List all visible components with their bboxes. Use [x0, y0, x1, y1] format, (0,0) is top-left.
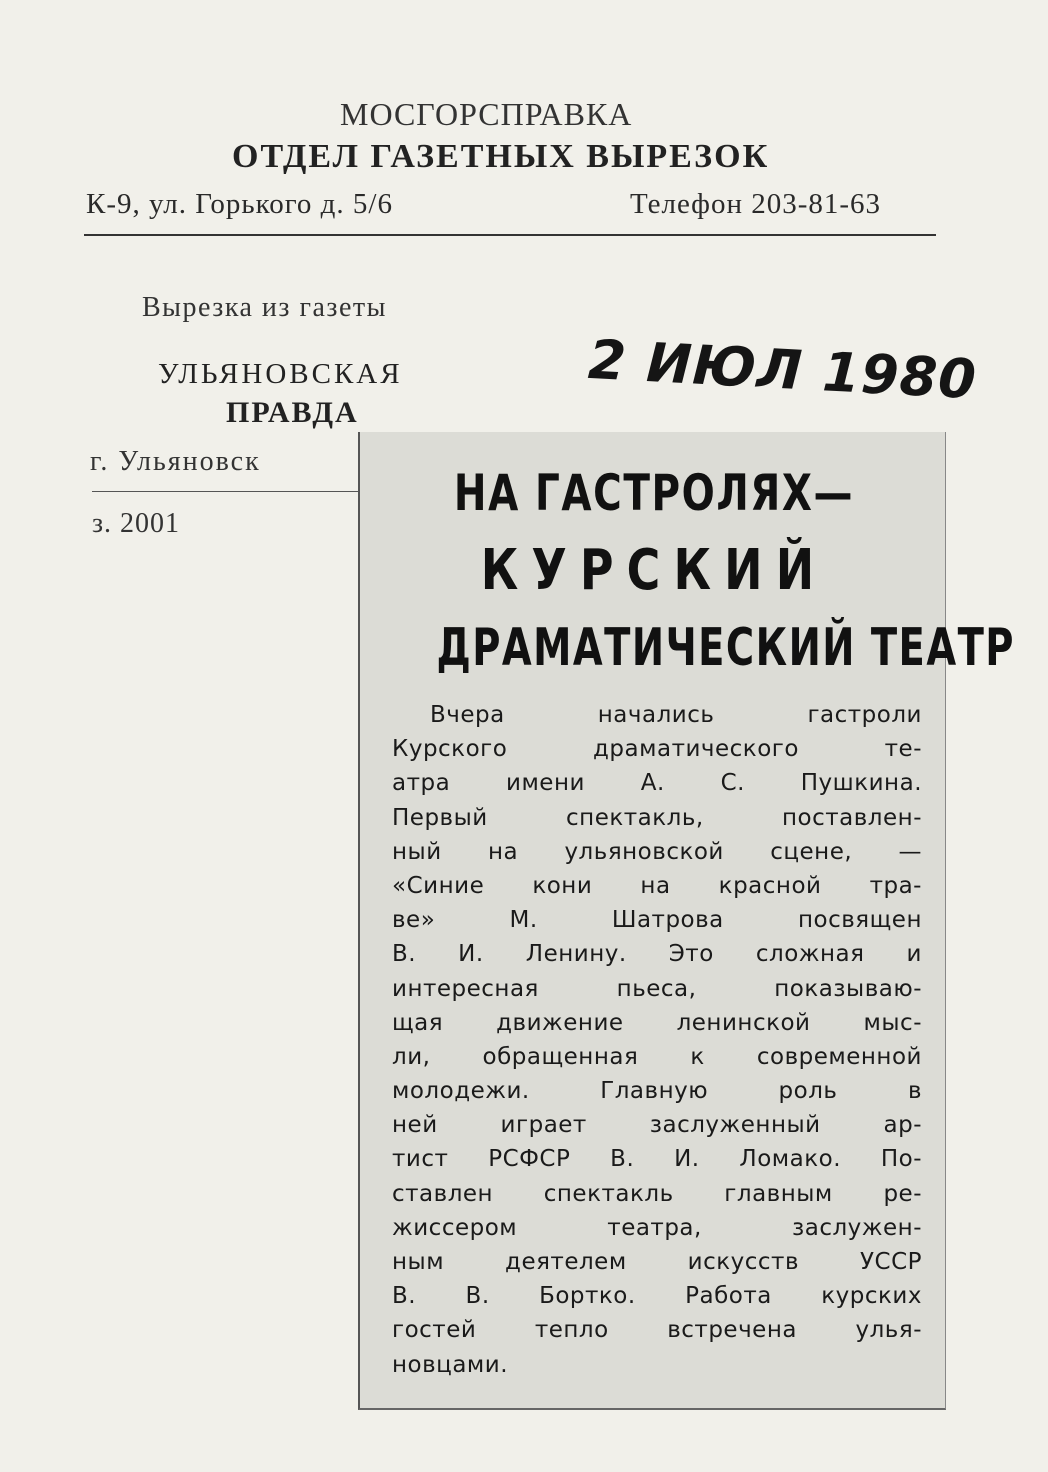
article-line: щая движение ленинской мыс-	[392, 1009, 922, 1036]
source-label: Вырезка из газеты	[142, 292, 387, 323]
article-line: ный на ульяновской сцене, —	[392, 838, 922, 865]
date-stamp: 2 ИЮЛ 1980	[586, 328, 979, 412]
article-line: ным деятелем искусств УССР	[392, 1249, 922, 1275]
newspaper-name-line1: УЛЬЯНОВСКАЯ	[158, 358, 403, 390]
article-line: ли, обращенная к современной	[392, 1043, 922, 1070]
article-line: тист РСФСР В. И. Ломако. По-	[392, 1146, 922, 1173]
headline-line-2: КУРСКИЙ	[480, 538, 828, 603]
article-line: Первый спектакль, поставлен-	[392, 804, 922, 831]
newspaper-city: г. Ульяновск	[90, 446, 261, 477]
article-line: атра имени А. С. Пушкина.	[392, 770, 922, 797]
article-line: В. И. Ленину. Это сложная и	[392, 941, 922, 968]
article-line: новцами.	[392, 1351, 509, 1378]
article-line: ней играет заслуженный ар-	[392, 1112, 922, 1139]
article-line: жиссером театра, заслужен-	[392, 1214, 922, 1241]
header-divider	[84, 234, 936, 236]
article-line: «Синие кони на красной тра-	[392, 872, 922, 899]
department-name: ОТДЕЛ ГАЗЕТНЫХ ВЫРЕЗОК	[232, 138, 770, 175]
order-number: з. 2001	[92, 508, 181, 539]
article-line: Курского драматического те-	[392, 736, 922, 763]
article-line: молодежи. Главную роль в	[392, 1078, 922, 1105]
article-line: интересная пьеса, показываю-	[392, 975, 922, 1002]
article-line: В. В. Бортко. Работа курских	[392, 1283, 922, 1310]
newspaper-name-line2: ПРАВДА	[226, 396, 359, 429]
headline-line-3: ДРАМАТИЧЕСКИЙ ТЕАТР	[436, 618, 1015, 678]
article-line: гостей тепло встречена улья-	[392, 1317, 922, 1344]
agency-address: К-9, ул. Горького д. 5/6	[86, 188, 393, 220]
headline-line-1: НА ГАСТРОЛЯХ—	[453, 464, 855, 522]
agency-phone: Телефон 203-81-63	[630, 188, 882, 220]
source-divider	[92, 491, 358, 492]
newspaper-clipping	[358, 432, 1015, 1410]
article-line: Вчера начались гастроли	[430, 702, 922, 728]
article-line: ве» М. Шатрова посвящен	[392, 907, 922, 934]
article-line: ставлен спектакль главным ре-	[392, 1180, 922, 1207]
article-body	[392, 698, 922, 1382]
agency-name: МОСГОРСПРАВКА	[340, 96, 633, 132]
